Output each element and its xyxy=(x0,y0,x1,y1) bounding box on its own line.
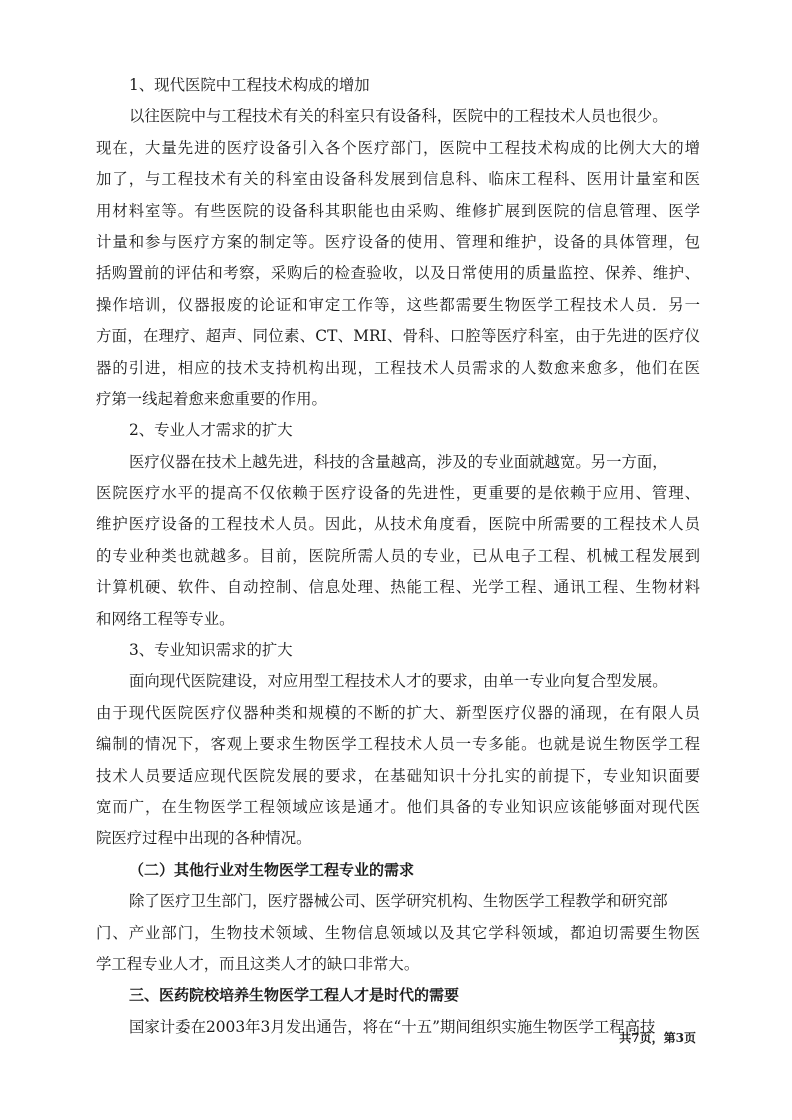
paragraph-line: 的专业种类也就越多。目前，医院所需人员的专业，已从电子工程、机械工程发展到 xyxy=(96,546,700,565)
paragraph-line: 宽而广，在生物医学工程领域应该是通才。他们具备的专业知识应该能够面对现代医 xyxy=(96,797,700,816)
section-heading: 2、专业人才需求的扩大 xyxy=(129,421,293,440)
paragraph-line: 由于现代医院医疗仪器种类和规模的不断的扩大、新型医疗仪器的涌现，在有限人员 xyxy=(96,703,700,722)
paragraph-line: 计算机硬、软件、自动控制、信息处理、热能工程、光学工程、通讯工程、生物材料 xyxy=(96,578,700,597)
paragraph-line: 编制的情况下，客观上要求生物医学工程技术人员一专多能。也就是说生物医学工程 xyxy=(96,735,700,754)
paragraph-line: 面向现代医院建设，对应用型工程技术人才的要求，由单一专业向复合型发展。 xyxy=(129,672,668,691)
document-body xyxy=(96,70,700,1043)
paragraph-line: 器的引进，相应的技术支持机构出现，工程技术人员需求的人数愈来愈多，他们在医 xyxy=(96,358,700,377)
paragraph-line: 医院医疗水平的提高不仅依赖于医疗设备的先进性，更重要的是依赖于应用、管理、 xyxy=(96,484,700,503)
paragraph-line: 除了医疗卫生部门，医疗器械公司、医学研究机构、生物医学工程教学和研究部 xyxy=(129,892,668,911)
subsection-heading: （二）其他行业对生物医学工程专业的需求 xyxy=(129,860,415,879)
paragraph-line: 技术人员要适应现代医院发展的要求，在基础知识十分扎实的前提下，专业知识面要 xyxy=(96,766,700,785)
paragraph-line: 括购置前的评估和考察，采购后的检查验收，以及日常使用的质量监控、保养、维护、 xyxy=(96,264,700,283)
paragraph-line: 和网络工程等专业。 xyxy=(96,609,235,628)
paragraph-line: 国家计委在2003年3月发出通告，将在“十五”期间组织实施生物医学工程高技 xyxy=(129,1017,656,1036)
paragraph-line: 操作培训，仪器报废的论证和审定工作等，这些都需要生物医学工程技术人员．另一 xyxy=(96,295,700,314)
paragraph-line: 用材料室等。有些医院的设备科其职能也由采购、维修扩展到医院的信息管理、医学 xyxy=(96,201,700,220)
page-footer: 共7页，第3页 xyxy=(619,1031,696,1045)
paragraph-line: 现在，大量先进的医疗设备引入各个医疗部门，医院中工程技术构成的比例大大的增 xyxy=(96,138,700,157)
paragraph-line: 疗第一线起着愈来愈重要的作用。 xyxy=(96,389,327,408)
chapter-heading: 三、医药院校培养生物医学工程人才是时代的需要 xyxy=(129,986,460,1005)
paragraph-line: 医疗仪器在技术上越先进，科技的含量越高，涉及的专业面就越宽。另一方面， xyxy=(129,452,668,471)
paragraph-line: 学工程专业人才，而且这类人才的缺口非常大。 xyxy=(96,954,420,973)
paragraph-line: 方面，在理疗、超声、同位素、CT、MRI、骨科、口腔等医疗科室，由于先进的医疗仪 xyxy=(96,327,700,346)
paragraph-line: 维护医疗设备的工程技术人员。因此，从技术角度看，医院中所需要的工程技术人员 xyxy=(96,515,700,534)
section-heading: 3、专业知识需求的扩大 xyxy=(129,641,293,660)
section-heading: 1、现代医院中工程技术构成的增加 xyxy=(129,76,370,94)
paragraph-line: 以往医院中与工程技术有关的科室只有设备科，医院中的工程技术人员也很少。 xyxy=(129,107,668,126)
paragraph-line: 院医疗过程中出现的各种情况。 xyxy=(96,829,312,848)
paragraph-line: 门、产业部门，生物技术领域、生物信息领域以及其它学科领域，都迫切需要生物医 xyxy=(96,923,700,942)
paragraph-line: 计量和参与医疗方案的制定等。医疗设备的使用、管理和维护，设备的具体管理，包 xyxy=(96,232,700,251)
paragraph-line: 加了，与工程技术有关的科室由设备科发展到信息科、临床工程科、医用计量室和医 xyxy=(96,170,700,189)
